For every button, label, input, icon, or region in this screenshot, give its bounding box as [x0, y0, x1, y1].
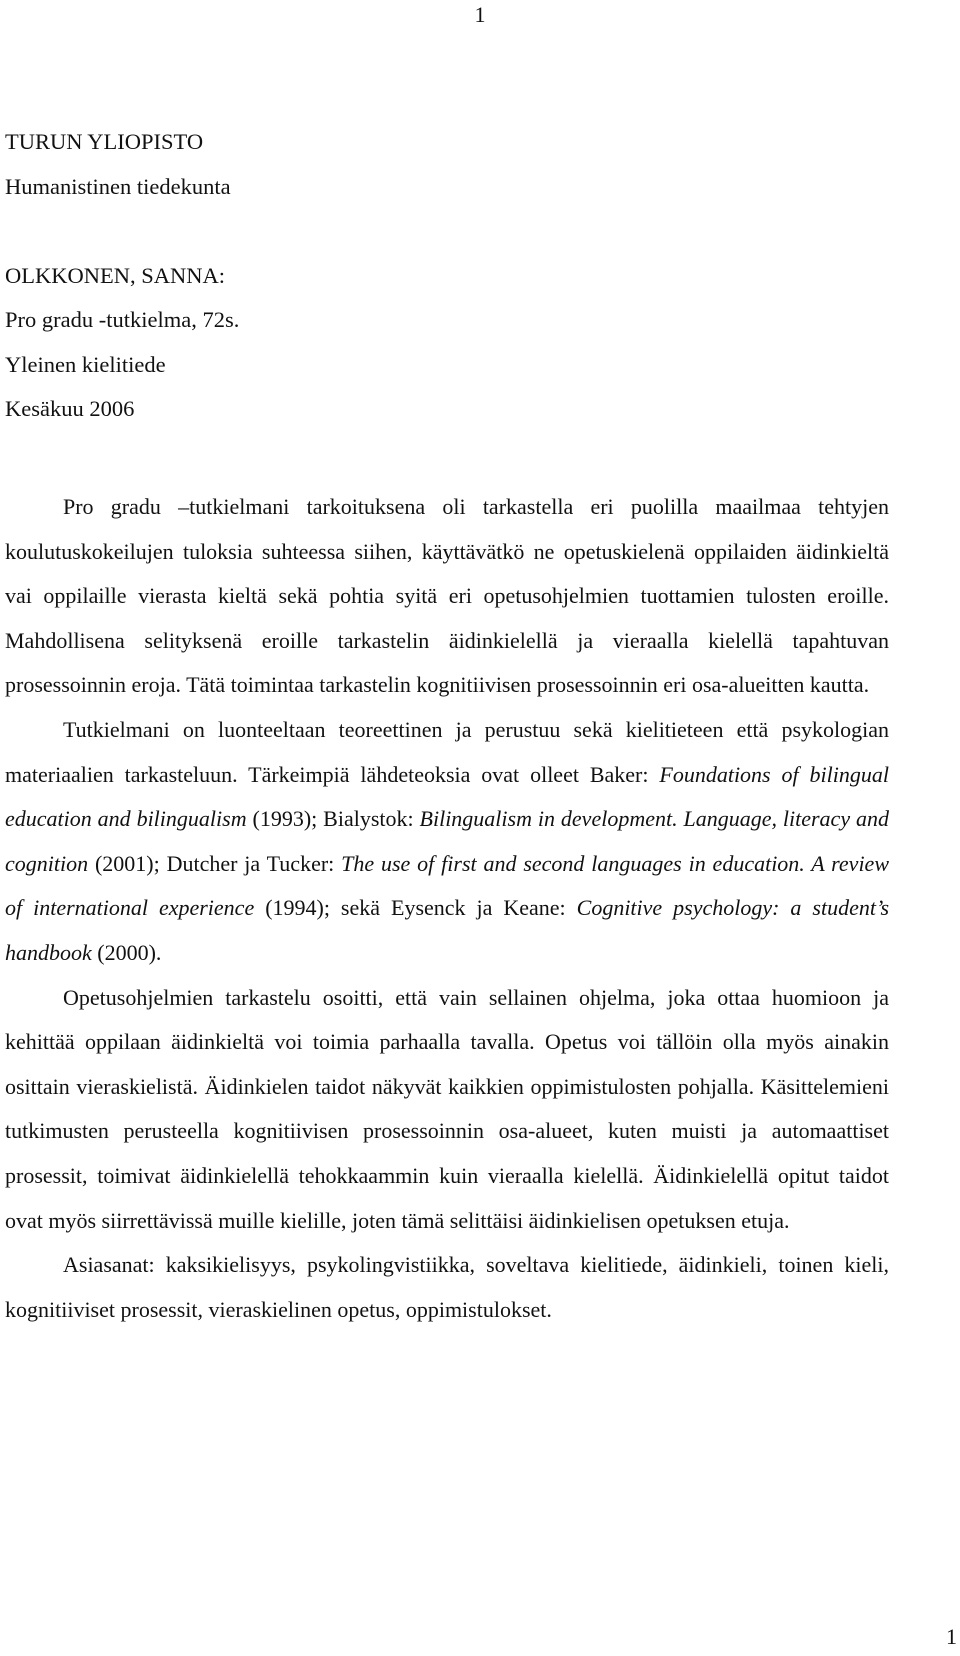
abstract-paragraph-keywords: [5, 1243, 889, 1332]
subject-name: Yleinen kielitiede: [5, 351, 166, 377]
faculty-name: Humanistinen tiedekunta: [5, 173, 231, 199]
abstract-text: Tutkielmani on luonteeltaan teoreettinen ja perustuu sekä kielitieteen että psykologian materiaalien tarkasteluun. Tärkeimpiä lähdeteoksia ovat olleet Baker:: [5, 716, 889, 787]
abstract-text: Pro gradu –tutkielmani tarkoituksena oli tarkastella eri puolilla maailmaa tehtyjen koulutuskokeilujen tuloksia suhteessa siihen, käyttävätkö ne opetuskielenä oppilaiden äidinkieltä vai oppilaille vierasta kieltä sekä pohtia syitä eri opetusohjelmien tuottamien tulosten eroille. Mahdollisena selityksenä eroille tarkastelin äidinkielellä ja vieraalla kielellä tapahtuvan prosessoinnin eroja. Tätä toimintaa tarkastelin kognitiivisen prosessoinnin eri osa-alueitten kautta.: [5, 494, 889, 698]
page-number-corner: 1: [946, 1624, 957, 1649]
abstract-text: (1994); sekä Eysenck ja Keane:: [254, 895, 577, 921]
thesis-date: Kesäkuu 2006: [5, 396, 135, 421]
abstract-paragraph-sources: [5, 708, 889, 976]
document-header: [5, 120, 905, 432]
source-title: Cognitive psychology: a student’s handbook: [5, 895, 890, 965]
abstract-paragraph-results: [5, 976, 889, 1244]
keywords: Asiasanat: kaksikielisyys, psykolingvistiikka, soveltava kielitiede, äidinkieli, toinen kieli, kognitiiviset prosessit, vieraskielinen opetus, oppimistulokset.: [5, 1252, 889, 1322]
author-name: OLKKONEN, SANNA:: [5, 262, 225, 288]
page-number-top: 1: [474, 2, 486, 27]
abstract-body: [5, 485, 889, 1332]
abstract-text: Opetusohjelmien tarkastelu osoitti, että vain sellainen ohjelma, joka ottaa huomioon ja kehittää oppilaan äidinkieltä voi toimia parhaalla tavalla. Opetus voi tällöin olla myös ainakin osittain vieraskielistä. Äidinkielen taidot näkyvät kaikkien oppimistulosten pohjalla. Käsittelemieni tutkimusten perusteella kognitiivisen prosessoinnin osa-alueet, kuten muisti ja automaattiset prosessit, toimivat äidinkielellä tehokkaammin kuin vieraalla kielellä. Äidinkielellä opitut taidot ovat myös siirrettävissä muille kielille, joten tämä selittäisi äidinkielisen opetuksen etuja.: [5, 984, 889, 1233]
header-spacer: [5, 209, 905, 254]
abstract-text: (1993); Bialystok:: [246, 806, 420, 832]
abstract-paragraph-purpose: [5, 485, 889, 708]
abstract-text: (2000).: [91, 939, 162, 965]
thesis-info: Pro gradu -tutkielma, 72s.: [5, 307, 240, 332]
source-title: Bilingualism in development. Language, literacy and cognition: [5, 806, 889, 876]
source-title: Foundations of bilingual education and bilingualism: [5, 761, 889, 832]
source-title: The use of first and second languages in education. A review of international experience: [5, 850, 889, 921]
abstract-text: (2001); Dutcher ja Tucker:: [88, 850, 342, 876]
university-name: TURUN YLIOPISTO: [5, 129, 204, 154]
